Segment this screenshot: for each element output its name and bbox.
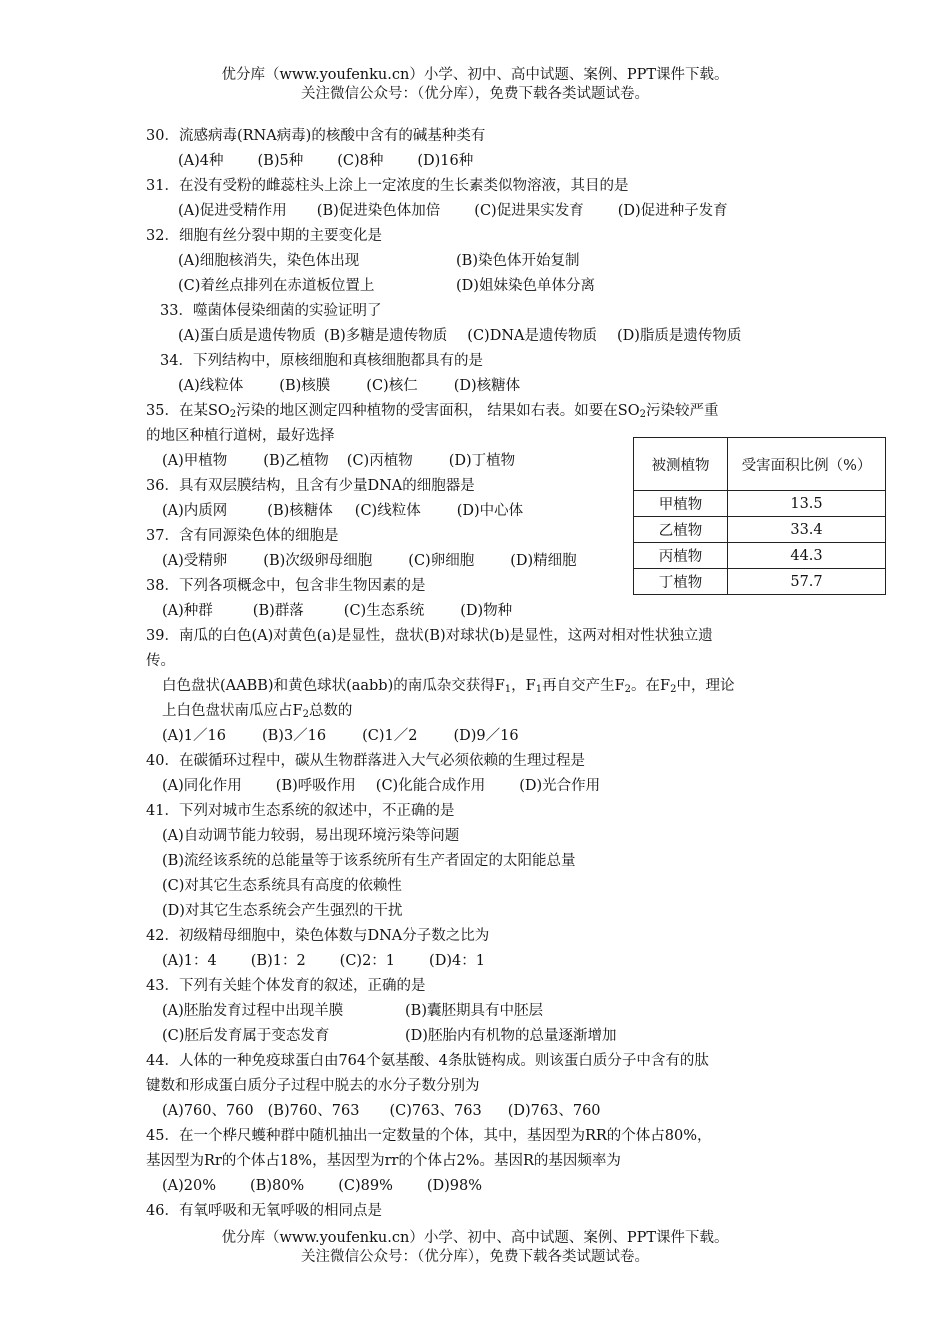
question-36-options: [162, 501, 523, 521]
option-c: (C)丙植物: [346, 453, 413, 469]
question-33-stem: 33．噬菌体侵染细菌的实验证明了: [160, 303, 382, 319]
option-c: (C)8种: [337, 153, 384, 169]
question-32-option-a: (A)细胞核消失，染色体出现: [178, 253, 360, 269]
option-c: (C)卵细胞: [408, 553, 475, 569]
option-a: (A)760、760: [162, 1103, 254, 1119]
option-c: (C)DNA是遗传物质: [467, 328, 597, 344]
option-c: (C)763、763: [389, 1103, 482, 1119]
option-b: (B)760、763: [267, 1103, 360, 1119]
page-footer: [0, 1229, 950, 1267]
question-42-options: [162, 951, 485, 971]
table-row: [634, 517, 886, 543]
question-38-stem: 38．下列各项概念中，包含非生物因素的是: [146, 578, 426, 594]
question-31-stem: 31．在没有受粉的雌蕊柱头上涂上一定浓度的生长素类似物溶液，其目的是: [146, 178, 629, 194]
footer-line-2: 关注微信公众号：（优分库），免费下载各类试题试卷。: [301, 1249, 649, 1265]
question-31-options: [178, 201, 728, 221]
option-d: (D)98%: [426, 1178, 483, 1194]
question-43-stem: 43．下列有关蛙个体发育的叙述，正确的是: [146, 978, 426, 994]
question-35-stem: 35．在某$SO_2$污染的地区测定四种植物的受害面积， 结果如右表。如要在$SO_2$污染较严重: [146, 403, 719, 420]
option-d: (D)促进种子发育: [617, 203, 728, 219]
option-b: (B)3／16: [261, 728, 327, 744]
question-45-stem-line-2: 基因型为Rr的个体占18%，基因型为rr的个体占2%。基因R的基因频率为: [146, 1153, 621, 1169]
table-cell-value: 57.7: [728, 569, 886, 595]
header-line-2: 关注微信公众号：（优分库），免费下载各类试题试卷。: [301, 86, 649, 102]
question-40-options: [162, 776, 600, 796]
option-c: (C)促进果实发育: [474, 203, 584, 219]
question-30-stem: 30．流感病毒(RNA病毒)的核酸中含有的碱基种类有: [146, 128, 486, 144]
header-line-1: 优分库（www.youfenku.cn）小学、初中、高中试题、案例、PPT课件下载。: [221, 67, 729, 83]
option-a: (A)4种: [178, 153, 224, 169]
question-32-option-d: (D)姐妹染色单体分离: [456, 278, 595, 294]
option-a: (A)甲植物: [162, 453, 228, 469]
option-a: (A)促进受精作用: [178, 203, 287, 219]
question-44-stem-line-2: 键数和形成蛋白质分子过程中脱去的水分子数分别为: [146, 1078, 480, 1094]
question-30-options: [178, 151, 473, 171]
table-cell-plant: 乙植物: [634, 517, 728, 543]
question-41-option-a: (A)自动调节能力较弱，易出现环境污染等问题: [162, 828, 460, 844]
option-c: (C)核仁: [366, 378, 418, 394]
page-header: [0, 66, 950, 104]
option-a: (A)受精卵: [162, 553, 228, 569]
table-header-ratio: 受害面积比例（%）: [728, 438, 886, 491]
question-37-stem: 37．含有同源染色体的细胞是: [146, 528, 339, 544]
question-33-options: [178, 326, 741, 346]
option-b: (B)5种: [257, 153, 304, 169]
option-b: (B)群落: [252, 603, 304, 619]
question-43-option-d: (D)胚胎内有机物的总量逐渐增加: [405, 1028, 617, 1044]
option-c: (C)生态系统: [343, 603, 425, 619]
option-a: (A)1：4: [162, 953, 217, 969]
option-d: (D)脂质是遗传物质: [616, 328, 742, 344]
table-cell-plant: 丁植物: [634, 569, 728, 595]
option-d: (D)核糖体: [453, 378, 521, 394]
option-c: (C)1／2: [362, 728, 418, 744]
table-row: [634, 491, 886, 517]
question-44-options: [162, 1101, 601, 1121]
option-c: (C)线粒体: [354, 503, 421, 519]
option-b: (B)乙植物: [263, 453, 329, 469]
question-46-stem: 46．有氧呼吸和无氧呼吸的相同点是: [146, 1203, 382, 1219]
option-b: (B)1：2: [250, 953, 306, 969]
option-d: (D)丁植物: [448, 453, 516, 469]
table-header-row: [634, 438, 886, 491]
option-a: (A)种群: [162, 603, 213, 619]
footer-line-1: 优分库（www.youfenku.cn）小学、初中、高中试题、案例、PPT课件下载。: [221, 1230, 729, 1246]
question-44-stem: 44．人体的一种免疫球蛋白由764个氨基酸、4条肽链构成。则该蛋白质分子中含有的肽: [146, 1053, 709, 1069]
question-41-option-c: (C)对其它生态系统具有高度的依赖性: [162, 878, 402, 894]
option-d: (D)光合作用: [519, 778, 601, 794]
option-b: (B)核糖体: [267, 503, 333, 519]
question-41-option-d: (D)对其它生态系统会产生强烈的干扰: [162, 903, 403, 919]
option-a: (A)蛋白质是遗传物质: [178, 328, 316, 344]
question-43-option-a: (A)胚胎发育过程中出现羊膜: [162, 1003, 344, 1019]
option-d: (D)4：1: [429, 953, 485, 969]
so2-damage-table: [633, 437, 886, 595]
question-32-stem: 32．细胞有丝分裂中期的主要变化是: [146, 228, 382, 244]
question-42-stem: 42．初级精母细胞中，染色体数与DNA分子数之比为: [146, 928, 490, 944]
question-38-options: [162, 601, 512, 621]
option-c: (C)化能合成作用: [375, 778, 486, 794]
option-d: (D)精细胞: [510, 553, 577, 569]
table-cell-plant: 甲植物: [634, 491, 728, 517]
table-row: [634, 543, 886, 569]
question-35-stem-line-2: 的地区种植行道树，最好选择: [146, 428, 335, 444]
question-45-stem: 45．在一个桦尺蠖种群中随机抽出一定数量的个体，其中，基因型为RR的个体占80%，: [146, 1128, 712, 1144]
question-39-stem-line-2: 传。: [146, 653, 175, 669]
question-37-options: [162, 551, 577, 571]
table-header-plant: 被测植物: [634, 438, 728, 491]
question-43-option-c: (C)胚后发育属于变态发育: [162, 1028, 330, 1044]
question-39-stem-line-3: 白色盘状(AABB)和黄色球状(aabb)的南瓜杂交获得$F_1$，$F_1$再自交产生$F_2$。在$F_2$中，理论: [162, 678, 735, 695]
question-32-option-b: (B)染色体开始复制: [456, 253, 580, 269]
option-b: (B)次级卵母细胞: [263, 553, 373, 569]
option-d: (D)物种: [460, 603, 513, 619]
question-34-stem: 34．下列结构中，原核细胞和真核细胞都具有的是: [160, 353, 483, 369]
question-39-stem: 39．南瓜的白色(A)对黄色(a)是显性，盘状(B)对球状(b)是显性，这两对相对性状独立遗: [146, 628, 713, 644]
question-34-options: [178, 376, 520, 396]
option-a: (A)内质网: [162, 503, 228, 519]
option-d: (D)中心体: [456, 503, 524, 519]
option-a: (A)同化作用: [162, 778, 242, 794]
option-d: (D)763、760: [507, 1103, 601, 1119]
option-b: (B)核膜: [279, 378, 331, 394]
option-b: (B)80%: [250, 1178, 305, 1194]
table-cell-value: 13.5: [728, 491, 886, 517]
question-36-stem: 36．具有双层膜结构，且含有少量DNA的细胞器是: [146, 478, 475, 494]
question-45-options: [162, 1176, 482, 1196]
option-a: (A)20%: [162, 1178, 217, 1194]
question-35-options: [162, 451, 515, 471]
option-d: (D)16种: [417, 153, 474, 169]
option-b: (B)呼吸作用: [275, 778, 356, 794]
option-b: (B)促进染色体加倍: [316, 203, 441, 219]
question-41-option-b: (B)流经该系统的总能量等于该系统所有生产者固定的太阳能总量: [162, 853, 576, 869]
question-41-stem: 41．下列对城市生态系统的叙述中，不正确的是: [146, 803, 455, 819]
option-c: (C)89%: [338, 1178, 393, 1194]
question-39-options: [162, 726, 519, 746]
option-a: (A)1／16: [162, 728, 226, 744]
table-cell-plant: 丙植物: [634, 543, 728, 569]
table-row: [634, 569, 886, 595]
table-cell-value: 33.4: [728, 517, 886, 543]
option-a: (A)线粒体: [178, 378, 244, 394]
question-32-option-c: (C)着丝点排列在赤道板位置上: [178, 278, 375, 294]
option-d: (D)9／16: [453, 728, 519, 744]
question-43-option-b: (B)囊胚期具有中胚层: [405, 1003, 543, 1019]
question-39-stem-line-4: 上白色盘状南瓜应占$F_2$总数的: [162, 703, 353, 720]
option-c: (C)2：1: [339, 953, 396, 969]
question-40-stem: 40．在碳循环过程中，碳从生物群落进入大气必须依赖的生理过程是: [146, 753, 585, 769]
option-b: (B)多糖是遗传物质: [323, 328, 448, 344]
table-cell-value: 44.3: [728, 543, 886, 569]
